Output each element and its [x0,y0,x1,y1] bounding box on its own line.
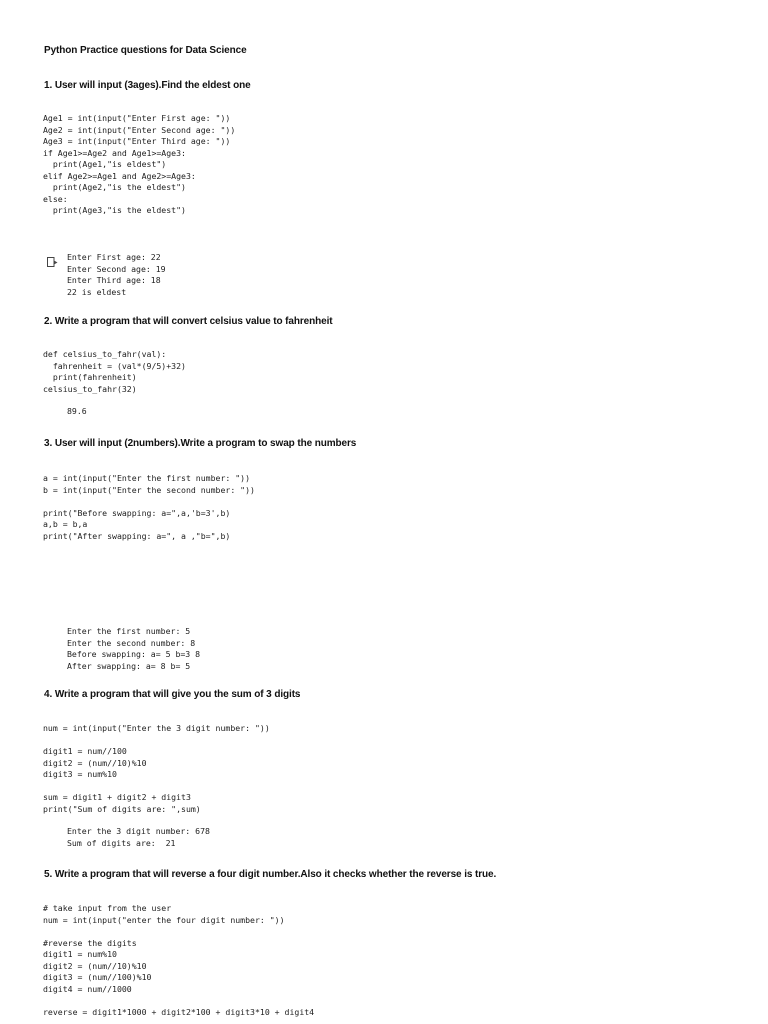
output-run-icon[interactable] [47,255,59,266]
question-4-output: Enter the 3 digit number: 678 Sum of digits are: 21 [67,826,210,848]
question-1-heading: 1. User will input (3ages).Find the eldest one [44,80,251,91]
question-5-heading: 5. Write a program that will reverse a four digit number.Also it checks whether the reverse is true. [44,869,497,880]
question-3-code: a = int(input("Enter the first number: ")) b = int(input("Enter the second number: ")) print("Before swapping: a=",a,'b=3',b) a,b = b,a print("After swapping: a=", a ,"b=",b) [43,473,255,541]
question-2-heading: 2. Write a program that will convert celsius value to fahrenheit [44,316,333,327]
question-4-code: num = int(input("Enter the 3 digit number: ")) digit1 = num//100 digit2 = (num//10)%10 digit3 = num%10 sum = digit1 + digit2 + digit3 print("Sum of digits are: ",sum) [43,723,270,814]
document-title: Python Practice questions for Data Science [44,45,247,56]
question-3-heading: 3. User will input (2numbers).Write a program to swap the numbers [44,438,357,449]
question-5-code: # take input from the user num = int(input("enter the four digit number: ")) #reverse the digits digit1 = num%10 digit2 = (num//10)%10 digit3 = (num//100)%10 digit4 = num//1000 reverse = digit1*1000 + digit2*100 + digit3*10 + digit4 [43,903,315,1017]
question-1-output: Enter First age: 22 Enter Second age: 19 Enter Third age: 18 22 is eldest [67,252,166,297]
question-4-heading: 4. Write a program that will give you the sum of 3 digits [44,689,301,700]
question-2-output: 89.6 [67,406,87,416]
question-1-code: Age1 = int(input("Enter First age: ")) Age2 = int(input("Enter Second age: ")) Age3 = int(input("Enter Third age: ")) if Age1>=Age2 and Age1>=Age3: print(Age1,"is eldest") elif Age2>=Age1 and Age2>=Age3: print(Age2,"is the eldest") else: print(Age3,"is the eldest") [43,113,236,215]
question-2-code: def celsius_to_fahr(val): fahrenheit = (val*(9/5)+32) print(fahrenheit) celsius_to_fahr(32) [43,349,186,394]
question-3-output: Enter the first number: 5 Enter the second number: 8 Before swapping: a= 5 b=3 8 After swapping: a= 8 b= 5 [67,626,201,671]
